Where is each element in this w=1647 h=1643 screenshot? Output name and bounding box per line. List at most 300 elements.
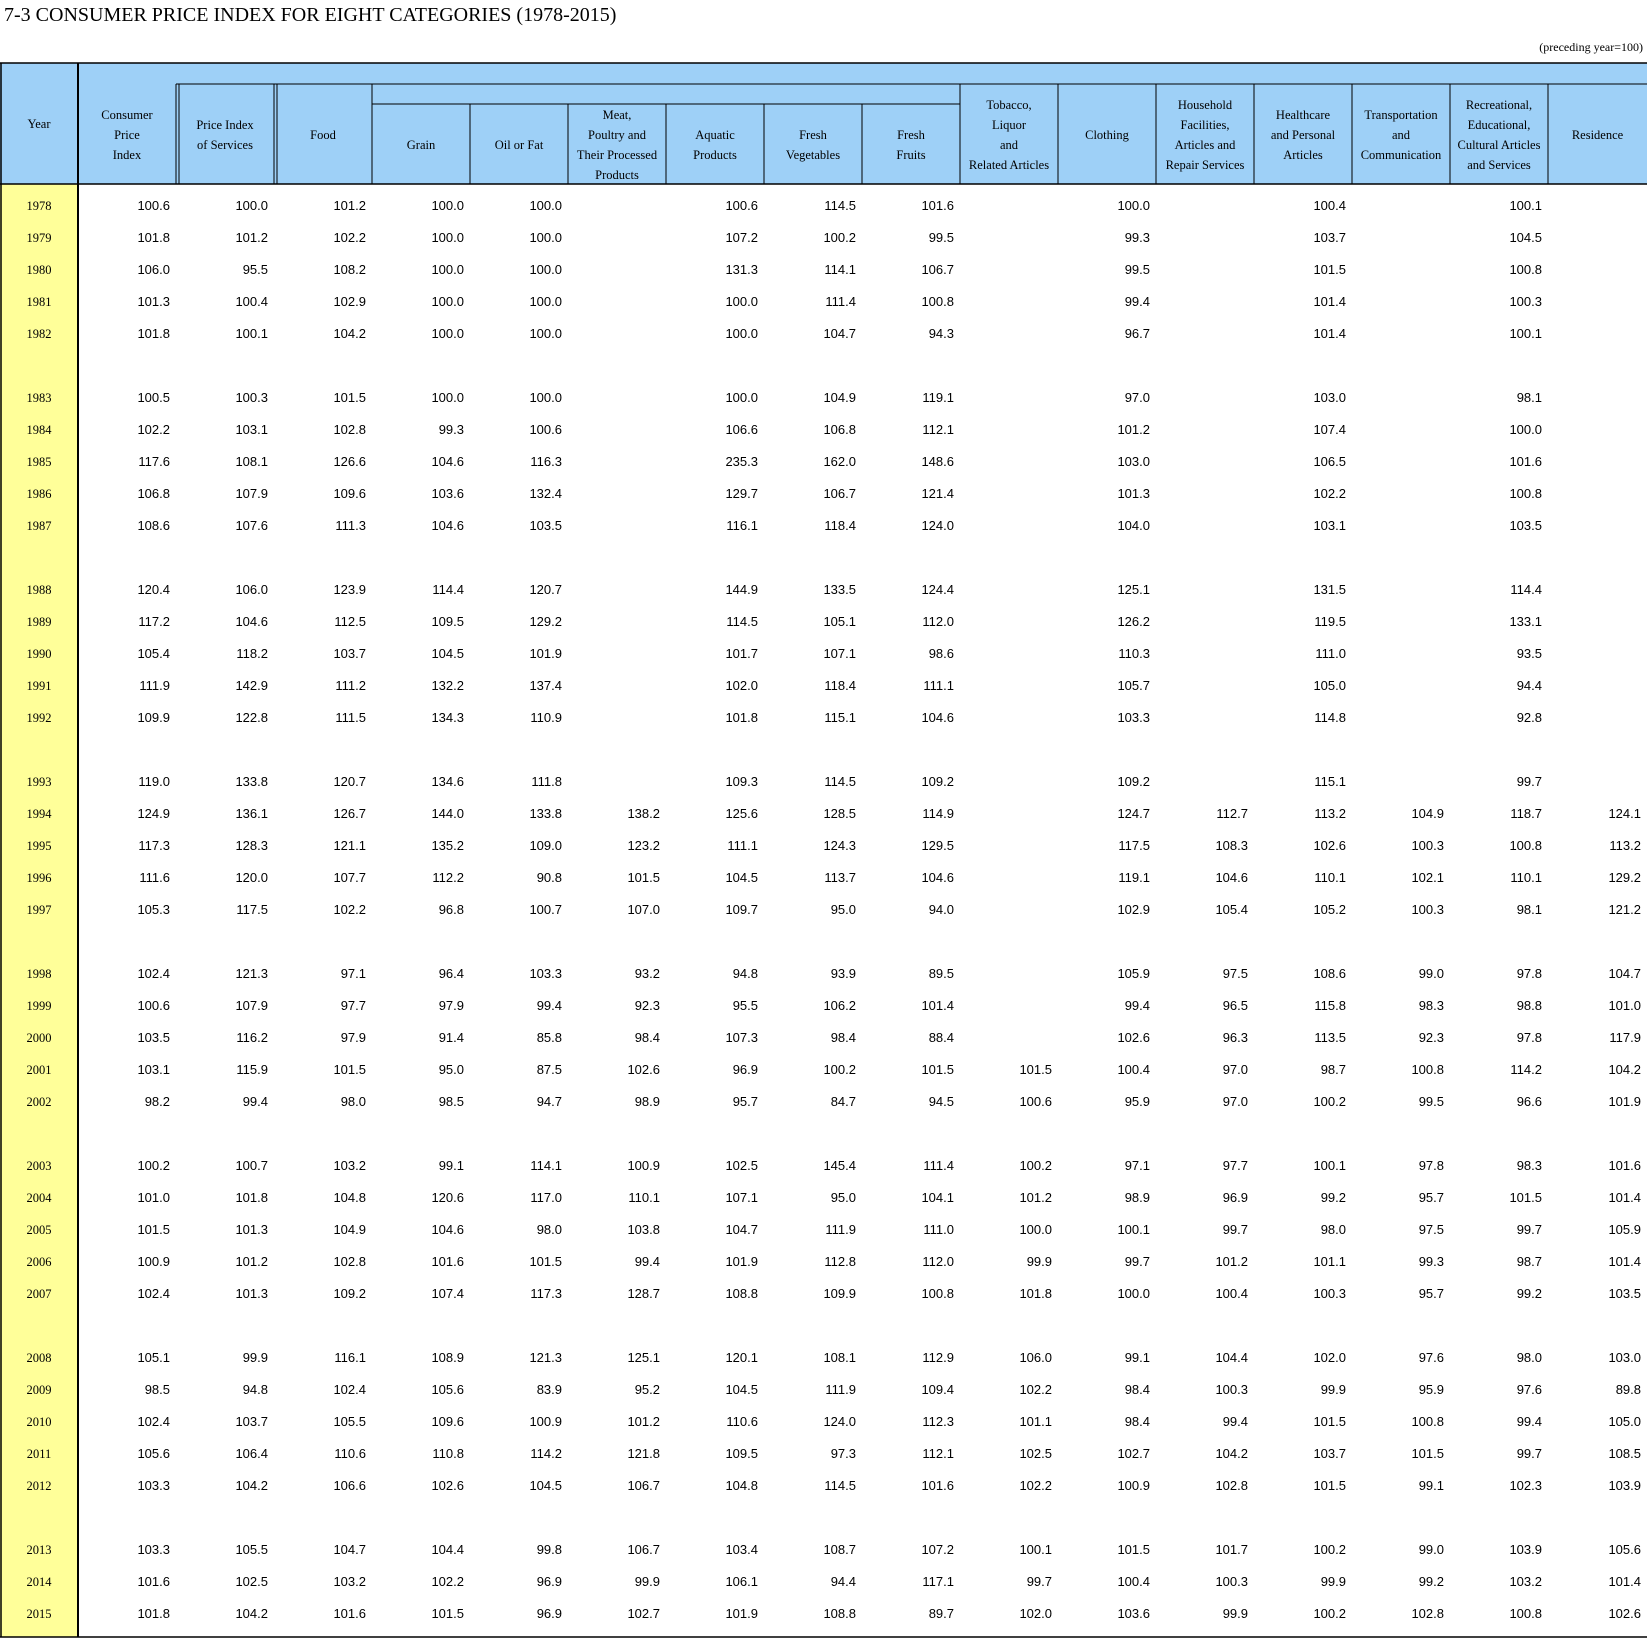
value-cell-health: 99.2 bbox=[1320, 1190, 1346, 1205]
value-cell-transport: 102.1 bbox=[1411, 870, 1444, 885]
value-cell-veg: 162.0 bbox=[823, 454, 856, 469]
value-cell-clothing: 99.3 bbox=[1124, 230, 1150, 245]
value-cell-fruit: 101.6 bbox=[921, 1478, 954, 1493]
value-cell-health: 101.5 bbox=[1313, 1414, 1346, 1429]
value-cell-food: 105.5 bbox=[333, 1414, 366, 1429]
column-header-tobacco: Tobacco, bbox=[986, 98, 1032, 112]
table-row bbox=[27, 1190, 1642, 1205]
value-cell-cpi: 102.4 bbox=[137, 966, 170, 981]
value-cell-veg: 108.1 bbox=[823, 1350, 856, 1365]
value-cell-aquatic: 101.9 bbox=[725, 1254, 758, 1269]
value-cell-veg: 106.7 bbox=[823, 486, 856, 501]
year-cell: 2011 bbox=[26, 1447, 52, 1461]
value-cell-health: 103.1 bbox=[1313, 518, 1346, 533]
value-cell-services: 95.5 bbox=[242, 262, 268, 277]
value-cell-cpi: 105.3 bbox=[137, 902, 170, 917]
value-cell-food: 104.7 bbox=[333, 1542, 366, 1557]
column-header-veg: Vegetables bbox=[785, 148, 841, 162]
value-cell-transport: 99.2 bbox=[1418, 1574, 1444, 1589]
table-row bbox=[27, 486, 1543, 501]
value-cell-transport: 98.3 bbox=[1418, 998, 1444, 1013]
value-cell-food: 110.6 bbox=[334, 1446, 366, 1461]
value-cell-fruit: 89.5 bbox=[928, 966, 954, 981]
value-cell-oil: 100.9 bbox=[529, 1414, 562, 1429]
value-cell-meat: 138.2 bbox=[627, 806, 660, 821]
value-cell-fruit: 148.6 bbox=[921, 454, 954, 469]
value-cell-oil: 117.0 bbox=[530, 1190, 562, 1205]
column-header-cpi: Consumer bbox=[101, 108, 153, 122]
value-cell-health: 98.0 bbox=[1320, 1222, 1346, 1237]
value-cell-aquatic: 101.9 bbox=[725, 1606, 758, 1621]
value-cell-household: 108.3 bbox=[1215, 838, 1248, 853]
value-cell-veg: 94.4 bbox=[830, 1574, 856, 1589]
value-cell-food: 102.9 bbox=[333, 294, 366, 309]
value-cell-aquatic: 101.8 bbox=[725, 710, 758, 725]
value-cell-tobacco: 101.1 bbox=[1019, 1414, 1052, 1429]
value-cell-grain: 132.2 bbox=[431, 678, 464, 693]
value-cell-fruit: 104.6 bbox=[921, 870, 954, 885]
value-cell-meat: 101.5 bbox=[627, 870, 660, 885]
value-cell-clothing: 100.9 bbox=[1117, 1478, 1150, 1493]
value-cell-food: 112.5 bbox=[334, 614, 366, 629]
value-cell-residence: 121.2 bbox=[1608, 902, 1641, 917]
table-row bbox=[27, 838, 1642, 853]
value-cell-meat: 101.2 bbox=[627, 1414, 660, 1429]
value-cell-clothing: 102.6 bbox=[1117, 1030, 1150, 1045]
value-cell-grain: 101.5 bbox=[431, 1606, 464, 1621]
table-row bbox=[27, 966, 1642, 981]
value-cell-grain: 102.2 bbox=[431, 1574, 464, 1589]
value-cell-food: 126.7 bbox=[333, 806, 366, 821]
value-cell-grain: 100.0 bbox=[431, 326, 464, 341]
value-cell-fruit: 111.4 bbox=[923, 1158, 954, 1173]
value-cell-aquatic: 102.5 bbox=[725, 1158, 758, 1173]
value-cell-transport: 99.0 bbox=[1418, 966, 1444, 981]
value-cell-clothing: 117.5 bbox=[1118, 838, 1150, 853]
value-cell-services: 128.3 bbox=[235, 838, 268, 853]
value-cell-veg: 112.8 bbox=[824, 1254, 856, 1269]
value-cell-aquatic: 96.9 bbox=[732, 1062, 758, 1077]
value-cell-oil: 100.0 bbox=[529, 262, 562, 277]
table-row bbox=[27, 1158, 1642, 1173]
value-cell-grain: 100.0 bbox=[431, 198, 464, 213]
value-cell-health: 119.5 bbox=[1314, 614, 1346, 629]
value-cell-residence: 124.1 bbox=[1608, 806, 1641, 821]
year-cell: 2000 bbox=[26, 1031, 52, 1045]
value-cell-recreation: 98.1 bbox=[1516, 902, 1542, 917]
value-cell-food: 120.7 bbox=[333, 774, 366, 789]
value-cell-health: 100.2 bbox=[1313, 1094, 1346, 1109]
value-cell-household: 100.3 bbox=[1215, 1382, 1248, 1397]
column-header-aquatic: Aquatic bbox=[695, 128, 735, 142]
year-cell: 2014 bbox=[26, 1575, 52, 1589]
value-cell-health: 102.2 bbox=[1313, 486, 1346, 501]
table-row bbox=[27, 390, 1543, 405]
value-cell-aquatic: 100.0 bbox=[725, 294, 758, 309]
value-cell-aquatic: 107.2 bbox=[725, 230, 758, 245]
year-cell: 1988 bbox=[26, 583, 52, 597]
value-cell-grain: 91.4 bbox=[438, 1030, 464, 1045]
value-cell-food: 97.1 bbox=[340, 966, 366, 981]
value-cell-grain: 134.6 bbox=[431, 774, 464, 789]
value-cell-grain: 144.0 bbox=[431, 806, 464, 821]
value-cell-tobacco: 101.5 bbox=[1019, 1062, 1052, 1077]
value-cell-services: 104.2 bbox=[235, 1478, 268, 1493]
value-cell-recreation: 97.8 bbox=[1516, 966, 1542, 981]
value-cell-cpi: 108.6 bbox=[137, 518, 170, 533]
value-cell-health: 105.0 bbox=[1313, 678, 1346, 693]
table-row bbox=[27, 678, 1543, 693]
value-cell-meat: 110.1 bbox=[628, 1190, 660, 1205]
column-header-cpi: Index bbox=[112, 148, 142, 162]
column-header-fruit: Fruits bbox=[896, 148, 926, 162]
value-cell-recreation: 100.1 bbox=[1509, 198, 1542, 213]
value-cell-health: 105.2 bbox=[1313, 902, 1346, 917]
value-cell-food: 101.2 bbox=[333, 198, 366, 213]
value-cell-food: 106.6 bbox=[333, 1478, 366, 1493]
value-cell-fruit: 124.4 bbox=[921, 582, 954, 597]
value-cell-health: 101.4 bbox=[1313, 294, 1346, 309]
value-cell-transport: 95.9 bbox=[1418, 1382, 1444, 1397]
value-cell-services: 101.8 bbox=[235, 1190, 268, 1205]
value-cell-grain: 100.0 bbox=[431, 262, 464, 277]
value-cell-fruit: 109.2 bbox=[921, 774, 954, 789]
value-cell-meat: 95.2 bbox=[634, 1382, 660, 1397]
value-cell-meat: 99.9 bbox=[634, 1574, 660, 1589]
value-cell-clothing: 96.7 bbox=[1124, 326, 1150, 341]
value-cell-oil: 129.2 bbox=[529, 614, 562, 629]
value-cell-household: 97.7 bbox=[1222, 1158, 1248, 1173]
value-cell-oil: 100.0 bbox=[529, 390, 562, 405]
value-cell-oil: 99.4 bbox=[536, 998, 562, 1013]
value-cell-meat: 107.0 bbox=[627, 902, 660, 917]
column-header-fruit: Fresh bbox=[897, 128, 925, 142]
value-cell-services: 117.5 bbox=[236, 902, 268, 917]
value-cell-veg: 128.5 bbox=[823, 806, 856, 821]
value-cell-meat: 98.4 bbox=[634, 1030, 660, 1045]
value-cell-fruit: 124.0 bbox=[921, 518, 954, 533]
value-cell-meat: 121.8 bbox=[627, 1446, 660, 1461]
value-cell-services: 99.9 bbox=[242, 1350, 268, 1365]
table-row bbox=[27, 1254, 1642, 1269]
value-cell-services: 118.2 bbox=[236, 646, 268, 661]
value-cell-food: 103.2 bbox=[333, 1574, 366, 1589]
value-cell-veg: 100.2 bbox=[823, 230, 856, 245]
value-cell-meat: 103.8 bbox=[627, 1222, 660, 1237]
column-header-tobacco: and bbox=[999, 138, 1019, 152]
value-cell-oil: 101.5 bbox=[529, 1254, 562, 1269]
value-cell-cpi: 101.6 bbox=[137, 1574, 170, 1589]
value-cell-recreation: 100.8 bbox=[1509, 838, 1542, 853]
value-cell-clothing: 99.7 bbox=[1124, 1254, 1150, 1269]
value-cell-recreation: 92.8 bbox=[1516, 710, 1542, 725]
value-cell-cpi: 100.2 bbox=[137, 1158, 170, 1173]
value-cell-recreation: 100.8 bbox=[1509, 486, 1542, 501]
value-cell-fruit: 89.7 bbox=[928, 1606, 954, 1621]
value-cell-services: 133.8 bbox=[235, 774, 268, 789]
value-cell-recreation: 100.0 bbox=[1509, 422, 1542, 437]
value-cell-aquatic: 94.8 bbox=[732, 966, 758, 981]
year-cell: 2015 bbox=[26, 1607, 52, 1621]
year-cell: 2003 bbox=[26, 1159, 52, 1173]
column-header-grain: Grain bbox=[406, 138, 436, 152]
value-cell-oil: 117.3 bbox=[530, 1286, 562, 1301]
value-cell-cpi: 119.0 bbox=[138, 774, 170, 789]
value-cell-cpi: 103.5 bbox=[137, 1030, 170, 1045]
value-cell-recreation: 100.3 bbox=[1509, 294, 1542, 309]
value-cell-grain: 135.2 bbox=[431, 838, 464, 853]
value-cell-fruit: 101.5 bbox=[921, 1062, 954, 1077]
value-cell-fruit: 111.0 bbox=[923, 1222, 954, 1237]
value-cell-grain: 100.0 bbox=[431, 294, 464, 309]
value-cell-grain: 109.5 bbox=[431, 614, 464, 629]
value-cell-transport: 102.8 bbox=[1411, 1606, 1444, 1621]
value-cell-food: 98.0 bbox=[340, 1094, 366, 1109]
column-header-recreation: and Services bbox=[1467, 158, 1531, 172]
value-cell-health: 101.4 bbox=[1313, 326, 1346, 341]
value-cell-aquatic: 103.4 bbox=[725, 1542, 758, 1557]
table-row bbox=[27, 230, 1543, 245]
value-cell-health: 100.3 bbox=[1313, 1286, 1346, 1301]
value-cell-residence: 103.9 bbox=[1608, 1478, 1641, 1493]
value-cell-grain: 104.6 bbox=[431, 454, 464, 469]
value-cell-recreation: 96.6 bbox=[1516, 1094, 1542, 1109]
year-cell: 2005 bbox=[26, 1223, 52, 1237]
value-cell-fruit: 112.1 bbox=[922, 1446, 954, 1461]
value-cell-services: 104.2 bbox=[235, 1606, 268, 1621]
value-cell-recreation: 114.2 bbox=[1510, 1062, 1542, 1077]
value-cell-tobacco: 101.2 bbox=[1019, 1190, 1052, 1205]
value-cell-oil: 100.0 bbox=[529, 326, 562, 341]
table-row bbox=[27, 1222, 1642, 1237]
value-cell-residence: 101.4 bbox=[1608, 1574, 1641, 1589]
value-cell-clothing: 100.0 bbox=[1117, 1286, 1150, 1301]
value-cell-tobacco: 106.0 bbox=[1019, 1350, 1052, 1365]
value-cell-aquatic: 235.3 bbox=[725, 454, 758, 469]
year-cell: 1980 bbox=[26, 263, 52, 277]
value-cell-oil: 98.0 bbox=[536, 1222, 562, 1237]
value-cell-aquatic: 129.7 bbox=[725, 486, 758, 501]
value-cell-recreation: 99.7 bbox=[1516, 774, 1542, 789]
value-cell-aquatic: 107.1 bbox=[725, 1190, 758, 1205]
value-cell-clothing: 124.7 bbox=[1117, 806, 1150, 821]
value-cell-fruit: 104.6 bbox=[921, 710, 954, 725]
value-cell-oil: 111.8 bbox=[531, 774, 562, 789]
value-cell-residence: 89.8 bbox=[1615, 1382, 1641, 1397]
value-cell-household: 99.7 bbox=[1222, 1222, 1248, 1237]
value-cell-services: 100.4 bbox=[235, 294, 268, 309]
value-cell-residence: 113.2 bbox=[1609, 838, 1641, 853]
value-cell-oil: 100.7 bbox=[529, 902, 562, 917]
value-cell-aquatic: 100.0 bbox=[725, 326, 758, 341]
value-cell-residence: 104.7 bbox=[1608, 966, 1641, 981]
year-cell: 1978 bbox=[26, 199, 52, 213]
year-cell: 1997 bbox=[26, 903, 52, 917]
value-cell-household: 97.0 bbox=[1222, 1094, 1248, 1109]
value-cell-clothing: 100.4 bbox=[1117, 1062, 1150, 1077]
year-cell: 2001 bbox=[26, 1063, 52, 1077]
value-cell-residence: 103.0 bbox=[1608, 1350, 1641, 1365]
value-cell-cpi: 101.0 bbox=[137, 1190, 170, 1205]
value-cell-oil: 87.5 bbox=[536, 1062, 562, 1077]
value-cell-health: 100.2 bbox=[1313, 1542, 1346, 1557]
value-cell-clothing: 98.4 bbox=[1124, 1382, 1150, 1397]
value-cell-meat: 106.7 bbox=[627, 1542, 660, 1557]
value-cell-fruit: 101.6 bbox=[921, 198, 954, 213]
value-cell-cpi: 98.2 bbox=[144, 1094, 170, 1109]
value-cell-food: 108.2 bbox=[333, 262, 366, 277]
value-cell-health: 102.0 bbox=[1313, 1350, 1346, 1365]
value-cell-meat: 92.3 bbox=[634, 998, 660, 1013]
value-cell-oil: 94.7 bbox=[536, 1094, 562, 1109]
value-cell-fruit: 114.9 bbox=[922, 806, 954, 821]
value-cell-tobacco: 99.9 bbox=[1026, 1254, 1052, 1269]
value-cell-cpi: 101.8 bbox=[137, 326, 170, 341]
value-cell-oil: 137.4 bbox=[529, 678, 562, 693]
value-cell-household: 105.4 bbox=[1215, 902, 1248, 917]
value-cell-clothing: 103.3 bbox=[1117, 710, 1150, 725]
value-cell-services: 100.0 bbox=[235, 198, 268, 213]
value-cell-veg: 108.8 bbox=[823, 1606, 856, 1621]
value-cell-oil: 100.0 bbox=[529, 198, 562, 213]
column-header-aquatic: Products bbox=[693, 148, 737, 162]
value-cell-food: 101.6 bbox=[333, 1606, 366, 1621]
value-cell-transport: 97.6 bbox=[1418, 1350, 1444, 1365]
value-cell-recreation: 118.7 bbox=[1510, 806, 1542, 821]
value-cell-grain: 100.0 bbox=[431, 390, 464, 405]
value-cell-fruit: 112.0 bbox=[922, 1254, 954, 1269]
value-cell-oil: 100.0 bbox=[529, 294, 562, 309]
value-cell-tobacco: 102.0 bbox=[1019, 1606, 1052, 1621]
value-cell-veg: 124.0 bbox=[823, 1414, 856, 1429]
value-cell-cpi: 98.5 bbox=[144, 1382, 170, 1397]
value-cell-household: 101.2 bbox=[1215, 1254, 1248, 1269]
value-cell-oil: 103.5 bbox=[529, 518, 562, 533]
value-cell-services: 101.2 bbox=[235, 230, 268, 245]
value-cell-food: 97.9 bbox=[340, 1030, 366, 1045]
value-cell-services: 121.3 bbox=[235, 966, 268, 981]
value-cell-food: 102.8 bbox=[333, 422, 366, 437]
value-cell-veg: 108.7 bbox=[823, 1542, 856, 1557]
value-cell-tobacco: 102.2 bbox=[1019, 1478, 1052, 1493]
value-cell-grain: 100.0 bbox=[431, 230, 464, 245]
value-cell-fruit: 112.1 bbox=[922, 422, 954, 437]
column-header-residence: Residence bbox=[1571, 128, 1624, 142]
value-cell-fruit: 100.8 bbox=[921, 294, 954, 309]
value-cell-recreation: 97.6 bbox=[1516, 1382, 1542, 1397]
value-cell-transport: 97.5 bbox=[1418, 1222, 1444, 1237]
value-cell-transport: 97.8 bbox=[1418, 1158, 1444, 1173]
value-cell-transport: 92.3 bbox=[1418, 1030, 1444, 1045]
value-cell-aquatic: 106.1 bbox=[725, 1574, 758, 1589]
value-cell-household: 97.5 bbox=[1222, 966, 1248, 981]
value-cell-fruit: 129.5 bbox=[921, 838, 954, 853]
value-cell-household: 104.4 bbox=[1215, 1350, 1248, 1365]
value-cell-cpi: 124.9 bbox=[137, 806, 170, 821]
value-cell-cpi: 102.4 bbox=[137, 1286, 170, 1301]
value-cell-health: 131.5 bbox=[1313, 582, 1346, 597]
value-cell-health: 113.5 bbox=[1314, 1030, 1346, 1045]
value-cell-services: 106.0 bbox=[235, 582, 268, 597]
column-header-recreation: Cultural Articles bbox=[1457, 138, 1541, 152]
value-cell-transport: 100.8 bbox=[1411, 1062, 1444, 1077]
value-cell-food: 102.8 bbox=[333, 1254, 366, 1269]
value-cell-health: 101.5 bbox=[1313, 1478, 1346, 1493]
value-cell-grain: 105.6 bbox=[431, 1382, 464, 1397]
value-cell-recreation: 100.1 bbox=[1509, 326, 1542, 341]
value-cell-recreation: 98.1 bbox=[1516, 390, 1542, 405]
value-cell-oil: 90.8 bbox=[536, 870, 562, 885]
value-cell-clothing: 95.9 bbox=[1124, 1094, 1150, 1109]
value-cell-food: 107.7 bbox=[333, 870, 366, 885]
table-row bbox=[27, 1286, 1642, 1301]
table-row bbox=[27, 1478, 1642, 1493]
value-cell-oil: 116.3 bbox=[530, 454, 562, 469]
value-cell-grain: 96.4 bbox=[438, 966, 464, 981]
value-cell-health: 99.9 bbox=[1320, 1382, 1346, 1397]
value-cell-food: 123.9 bbox=[333, 582, 366, 597]
value-cell-veg: 95.0 bbox=[830, 902, 856, 917]
value-cell-clothing: 97.1 bbox=[1124, 1158, 1150, 1173]
value-cell-aquatic: 101.7 bbox=[725, 646, 758, 661]
value-cell-recreation: 101.5 bbox=[1509, 1190, 1542, 1205]
column-header-health: and Personal bbox=[1270, 128, 1336, 142]
value-cell-services: 107.6 bbox=[235, 518, 268, 533]
value-cell-aquatic: 116.1 bbox=[726, 518, 758, 533]
value-cell-grain: 98.5 bbox=[438, 1094, 464, 1109]
value-cell-transport: 104.9 bbox=[1411, 806, 1444, 821]
column-header-tobacco: Related Articles bbox=[968, 158, 1050, 172]
value-cell-cpi: 111.9 bbox=[139, 678, 170, 693]
year-cell: 2012 bbox=[26, 1479, 52, 1493]
value-cell-health: 102.6 bbox=[1313, 838, 1346, 853]
value-cell-oil: 99.8 bbox=[536, 1542, 562, 1557]
value-cell-services: 142.9 bbox=[235, 678, 268, 693]
year-cell: 1998 bbox=[26, 967, 52, 981]
value-cell-household: 104.2 bbox=[1215, 1446, 1248, 1461]
value-cell-clothing: 101.5 bbox=[1117, 1542, 1150, 1557]
value-cell-residence: 108.5 bbox=[1608, 1446, 1641, 1461]
column-header-services: Price Index bbox=[196, 118, 254, 132]
value-cell-cpi: 101.8 bbox=[137, 230, 170, 245]
value-cell-food: 111.5 bbox=[335, 710, 366, 725]
value-cell-veg: 114.5 bbox=[824, 1478, 856, 1493]
column-header-oil: Oil or Fat bbox=[494, 138, 544, 152]
value-cell-health: 103.7 bbox=[1313, 230, 1346, 245]
table-row bbox=[27, 1062, 1642, 1077]
year-cell: 1979 bbox=[26, 231, 52, 245]
value-cell-recreation: 98.7 bbox=[1516, 1254, 1542, 1269]
column-header-recreation: Educational, bbox=[1467, 118, 1531, 132]
value-cell-household: 112.7 bbox=[1216, 806, 1248, 821]
value-cell-health: 108.6 bbox=[1313, 966, 1346, 981]
value-cell-clothing: 104.0 bbox=[1117, 518, 1150, 533]
column-header-meat: Meat, bbox=[602, 108, 632, 122]
value-cell-health: 100.4 bbox=[1313, 198, 1346, 213]
value-cell-health: 111.0 bbox=[1315, 646, 1346, 661]
value-cell-recreation: 94.4 bbox=[1516, 678, 1542, 693]
value-cell-recreation: 99.2 bbox=[1516, 1286, 1542, 1301]
value-cell-recreation: 100.8 bbox=[1509, 1606, 1542, 1621]
year-cell: 1987 bbox=[26, 519, 52, 533]
value-cell-health: 103.0 bbox=[1313, 390, 1346, 405]
value-cell-cpi: 100.6 bbox=[137, 998, 170, 1013]
value-cell-recreation: 103.2 bbox=[1509, 1574, 1542, 1589]
value-cell-recreation: 99.7 bbox=[1516, 1446, 1542, 1461]
value-cell-cpi: 111.6 bbox=[139, 870, 170, 885]
value-cell-services: 94.8 bbox=[242, 1382, 268, 1397]
value-cell-fruit: 88.4 bbox=[928, 1030, 954, 1045]
